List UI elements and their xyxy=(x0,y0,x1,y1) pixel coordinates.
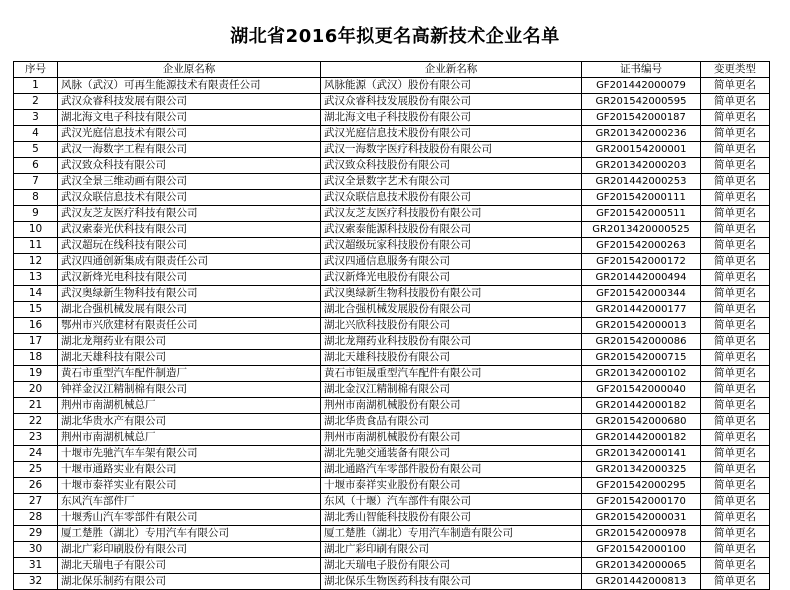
table-row xyxy=(14,110,770,126)
cell-no: 25 xyxy=(14,462,58,478)
cell-old-name: 东风汽车部件厂 xyxy=(58,494,321,510)
header-row xyxy=(14,62,770,78)
cell-old-name: 湖北天瑞电子有限公司 xyxy=(58,558,321,574)
cell-old-name: 荆州市南湖机械总厂 xyxy=(58,430,321,446)
cell-change-type: 简单更名 xyxy=(701,206,770,222)
cell-no: 23 xyxy=(14,430,58,446)
cell-old-name: 厦工楚胜（湖北）专用汽车有限公司 xyxy=(58,526,321,542)
cell-old-name: 荆州市南湖机械总厂 xyxy=(58,398,321,414)
cell-new-name: 武汉众联信息技术股份有限公司 xyxy=(321,190,582,206)
table-row xyxy=(14,174,770,190)
cell-no: 32 xyxy=(14,574,58,590)
cell-change-type: 简单更名 xyxy=(701,574,770,590)
cell-new-name: 武汉一海数字医疗科技股份有限公司 xyxy=(321,142,582,158)
cell-old-name: 十堰市先驰汽车车架有限公司 xyxy=(58,446,321,462)
cell-new-name: 湖北广彩印刷有限公司 xyxy=(321,542,582,558)
table-row xyxy=(14,510,770,526)
cell-no: 29 xyxy=(14,526,58,542)
cell-change-type: 简单更名 xyxy=(701,462,770,478)
cell-no: 27 xyxy=(14,494,58,510)
cell-new-name: 武汉新烽光电股份有限公司 xyxy=(321,270,582,286)
cell-no: 31 xyxy=(14,558,58,574)
cell-new-name: 东风（十堰）汽车部件有限公司 xyxy=(321,494,582,510)
cell-old-name: 鄂州市兴欣建材有限责任公司 xyxy=(58,318,321,334)
cell-no: 28 xyxy=(14,510,58,526)
cell-cert-no: GR201542000013 xyxy=(582,318,701,334)
cell-no: 12 xyxy=(14,254,58,270)
cell-old-name: 湖北保乐制药有限公司 xyxy=(58,574,321,590)
cell-cert-no: GF201542000172 xyxy=(582,254,701,270)
cell-no: 4 xyxy=(14,126,58,142)
table-row xyxy=(14,334,770,350)
cell-change-type: 简单更名 xyxy=(701,270,770,286)
table-row xyxy=(14,350,770,366)
cell-old-name: 武汉全景三维动画有限公司 xyxy=(58,174,321,190)
cell-no: 10 xyxy=(14,222,58,238)
table-row xyxy=(14,366,770,382)
cell-new-name: 湖北龙翔药业科技股份有限公司 xyxy=(321,334,582,350)
cell-cert-no: GR201542000680 xyxy=(582,414,701,430)
cell-new-name: 厦工楚胜（湖北）专用汽车制造有限公司 xyxy=(321,526,582,542)
cell-new-name: 湖北天雄科技股份有限公司 xyxy=(321,350,582,366)
cell-cert-no: GF201542000111 xyxy=(582,190,701,206)
cell-old-name: 武汉超玩在线科技有限公司 xyxy=(58,238,321,254)
cell-old-name: 湖北合强机械发展有限公司 xyxy=(58,302,321,318)
cell-new-name: 武汉光庭信息技术股份有限公司 xyxy=(321,126,582,142)
cell-change-type: 简单更名 xyxy=(701,494,770,510)
cell-new-name: 湖北金汉江精制棉有限公司 xyxy=(321,382,582,398)
cell-old-name: 湖北海文电子科技有限公司 xyxy=(58,110,321,126)
table-row xyxy=(14,462,770,478)
header-new-name: 企业新名称 xyxy=(321,62,582,78)
cell-change-type: 简单更名 xyxy=(701,78,770,94)
cell-cert-no: GR201542000978 xyxy=(582,526,701,542)
cell-no: 8 xyxy=(14,190,58,206)
cell-old-name: 武汉索泰光伏科技有限公司 xyxy=(58,222,321,238)
cell-old-name: 黄石市重型汽车配件制造厂 xyxy=(58,366,321,382)
cell-old-name: 湖北华贵水产有限公司 xyxy=(58,414,321,430)
cell-cert-no: GF201542000344 xyxy=(582,286,701,302)
cell-cert-no: GF201442000079 xyxy=(582,78,701,94)
cell-old-name: 武汉友芝友医疗科技有限公司 xyxy=(58,206,321,222)
cell-cert-no: GF201542000263 xyxy=(582,238,701,254)
cell-no: 1 xyxy=(14,78,58,94)
cell-change-type: 简单更名 xyxy=(701,286,770,302)
cell-new-name: 荆州市南湖机械股份有限公司 xyxy=(321,430,582,446)
table-row xyxy=(14,494,770,510)
cell-change-type: 简单更名 xyxy=(701,430,770,446)
cell-cert-no: GR2013420000525 xyxy=(582,222,701,238)
cell-cert-no: GR201442000182 xyxy=(582,398,701,414)
cell-change-type: 简单更名 xyxy=(701,158,770,174)
cell-no: 26 xyxy=(14,478,58,494)
cell-old-name: 湖北天雄科技有限公司 xyxy=(58,350,321,366)
cell-new-name: 风脉能源（武汉）股份有限公司 xyxy=(321,78,582,94)
cell-no: 7 xyxy=(14,174,58,190)
cell-change-type: 简单更名 xyxy=(701,398,770,414)
cell-new-name: 武汉友芝友医疗科技股份有限公司 xyxy=(321,206,582,222)
cell-cert-no: GR201342000236 xyxy=(582,126,701,142)
cell-change-type: 简单更名 xyxy=(701,190,770,206)
cell-no: 11 xyxy=(14,238,58,254)
table-row xyxy=(14,542,770,558)
cell-old-name: 十堰市泰祥实业有限公司 xyxy=(58,478,321,494)
cell-no: 30 xyxy=(14,542,58,558)
cell-cert-no: GR201342000325 xyxy=(582,462,701,478)
table-row xyxy=(14,270,770,286)
cell-new-name: 湖北海文电子科技股份有限公司 xyxy=(321,110,582,126)
cell-change-type: 简单更名 xyxy=(701,366,770,382)
cell-new-name: 湖北保乐生物医药科技有限公司 xyxy=(321,574,582,590)
cell-cert-no: GR201342000203 xyxy=(582,158,701,174)
cell-cert-no: GF201542000511 xyxy=(582,206,701,222)
table-row xyxy=(14,414,770,430)
cell-change-type: 简单更名 xyxy=(701,238,770,254)
cell-no: 22 xyxy=(14,414,58,430)
cell-change-type: 简单更名 xyxy=(701,302,770,318)
cell-cert-no: GF201542000295 xyxy=(582,478,701,494)
cell-cert-no: GF201542000040 xyxy=(582,382,701,398)
table-row xyxy=(14,302,770,318)
cell-no: 24 xyxy=(14,446,58,462)
table-row xyxy=(14,446,770,462)
cell-change-type: 简单更名 xyxy=(701,526,770,542)
table-row xyxy=(14,318,770,334)
table-row xyxy=(14,398,770,414)
cell-cert-no: GR201542000595 xyxy=(582,94,701,110)
cell-cert-no: GR200154200001 xyxy=(582,142,701,158)
table-row xyxy=(14,478,770,494)
cell-change-type: 简单更名 xyxy=(701,414,770,430)
table-row xyxy=(14,558,770,574)
cell-change-type: 简单更名 xyxy=(701,94,770,110)
cell-no: 6 xyxy=(14,158,58,174)
cell-new-name: 武汉四通信息服务有限公司 xyxy=(321,254,582,270)
cell-change-type: 简单更名 xyxy=(701,382,770,398)
cell-no: 19 xyxy=(14,366,58,382)
cell-new-name: 武汉索泰能源科技股份有限公司 xyxy=(321,222,582,238)
cell-new-name: 武汉全景数字艺术有限公司 xyxy=(321,174,582,190)
cell-no: 14 xyxy=(14,286,58,302)
table-row xyxy=(14,238,770,254)
table-row xyxy=(14,382,770,398)
cell-no: 13 xyxy=(14,270,58,286)
cell-old-name: 武汉一海数字工程有限公司 xyxy=(58,142,321,158)
cell-no: 16 xyxy=(14,318,58,334)
header-cert-no: 证书编号 xyxy=(582,62,701,78)
cell-old-name: 武汉致众科技有限公司 xyxy=(58,158,321,174)
cell-change-type: 简单更名 xyxy=(701,558,770,574)
cell-cert-no: GR201342000102 xyxy=(582,366,701,382)
cell-change-type: 简单更名 xyxy=(701,334,770,350)
cell-change-type: 简单更名 xyxy=(701,510,770,526)
cell-old-name: 十堰市通路实业有限公司 xyxy=(58,462,321,478)
cell-new-name: 湖北合强机械发展股份有限公司 xyxy=(321,302,582,318)
cell-no: 15 xyxy=(14,302,58,318)
cell-old-name: 武汉光庭信息技术有限公司 xyxy=(58,126,321,142)
cell-new-name: 湖北秀山智能科技股份有限公司 xyxy=(321,510,582,526)
table-row xyxy=(14,430,770,446)
cell-old-name: 武汉众联信息技术有限公司 xyxy=(58,190,321,206)
cell-cert-no: GR201442000253 xyxy=(582,174,701,190)
cell-change-type: 简单更名 xyxy=(701,542,770,558)
cell-no: 18 xyxy=(14,350,58,366)
table-row xyxy=(14,126,770,142)
header-change-type: 变更类型 xyxy=(701,62,770,78)
cell-new-name: 湖北华贵食品有限公司 xyxy=(321,414,582,430)
cell-cert-no: GF201542000170 xyxy=(582,494,701,510)
header-no: 序号 xyxy=(14,62,58,78)
cell-cert-no: GR201342000065 xyxy=(582,558,701,574)
cell-change-type: 简单更名 xyxy=(701,254,770,270)
cell-new-name: 荆州市南湖机械股份有限公司 xyxy=(321,398,582,414)
table-header xyxy=(14,62,770,78)
table-row xyxy=(14,286,770,302)
cell-change-type: 简单更名 xyxy=(701,110,770,126)
cell-new-name: 湖北通路汽车零部件股份有限公司 xyxy=(321,462,582,478)
cell-cert-no: GR201542000715 xyxy=(582,350,701,366)
cell-change-type: 简单更名 xyxy=(701,222,770,238)
cell-cert-no: GR201442000177 xyxy=(582,302,701,318)
cell-cert-no: GR201542000031 xyxy=(582,510,701,526)
cell-change-type: 简单更名 xyxy=(701,126,770,142)
cell-new-name: 武汉致众科技股份有限公司 xyxy=(321,158,582,174)
cell-new-name: 湖北兴欣科技股份有限公司 xyxy=(321,318,582,334)
cell-cert-no: GF201542000187 xyxy=(582,110,701,126)
cell-change-type: 简单更名 xyxy=(701,350,770,366)
cell-change-type: 简单更名 xyxy=(701,174,770,190)
cell-new-name: 湖北先驰交通装备有限公司 xyxy=(321,446,582,462)
cell-cert-no: GF201542000100 xyxy=(582,542,701,558)
company-rename-table xyxy=(13,61,770,590)
cell-old-name: 风脉（武汉）可再生能源技术有限责任公司 xyxy=(58,78,321,94)
cell-old-name: 武汉新烽光电科技有限公司 xyxy=(58,270,321,286)
table-body xyxy=(14,78,770,590)
cell-new-name: 武汉众睿科技发展股份有限公司 xyxy=(321,94,582,110)
cell-old-name: 湖北广彩印刷股份有限公司 xyxy=(58,542,321,558)
cell-old-name: 湖北龙翔药业有限公司 xyxy=(58,334,321,350)
cell-new-name: 十堰市泰祥实业股份有限公司 xyxy=(321,478,582,494)
cell-new-name: 湖北天瑞电子股份有限公司 xyxy=(321,558,582,574)
table-row xyxy=(14,526,770,542)
cell-no: 5 xyxy=(14,142,58,158)
table-row xyxy=(14,222,770,238)
cell-no: 9 xyxy=(14,206,58,222)
table-row xyxy=(14,206,770,222)
cell-old-name: 武汉四通创新集成有限责任公司 xyxy=(58,254,321,270)
table-row xyxy=(14,254,770,270)
header-old-name: 企业原名称 xyxy=(58,62,321,78)
cell-no: 20 xyxy=(14,382,58,398)
cell-new-name: 武汉奥绿新生物科技股份有限公司 xyxy=(321,286,582,302)
cell-old-name: 十堰秀山汽车零部件有限公司 xyxy=(58,510,321,526)
cell-cert-no: GR201442000182 xyxy=(582,430,701,446)
table-row xyxy=(14,158,770,174)
cell-cert-no: GR201542000086 xyxy=(582,334,701,350)
cell-new-name: 武汉超级玩家科技股份有限公司 xyxy=(321,238,582,254)
cell-change-type: 简单更名 xyxy=(701,478,770,494)
table-row xyxy=(14,78,770,94)
cell-old-name: 钟祥金汉江精制棉有限公司 xyxy=(58,382,321,398)
cell-old-name: 武汉奥绿新生物科技有限公司 xyxy=(58,286,321,302)
cell-cert-no: GR201442000494 xyxy=(582,270,701,286)
page-title: 湖北省2016年拟更名高新技术企业名单 xyxy=(230,26,560,47)
table-row xyxy=(14,190,770,206)
cell-no: 2 xyxy=(14,94,58,110)
cell-new-name: 黄石市钜晟重型汽车配件有限公司 xyxy=(321,366,582,382)
cell-old-name: 武汉众睿科技发展有限公司 xyxy=(58,94,321,110)
cell-no: 17 xyxy=(14,334,58,350)
cell-change-type: 简单更名 xyxy=(701,318,770,334)
table-row xyxy=(14,574,770,590)
cell-cert-no: GR201442000813 xyxy=(582,574,701,590)
cell-cert-no: GR201342000141 xyxy=(582,446,701,462)
cell-change-type: 简单更名 xyxy=(701,446,770,462)
cell-no: 21 xyxy=(14,398,58,414)
cell-change-type: 简单更名 xyxy=(701,142,770,158)
table-row xyxy=(14,142,770,158)
cell-no: 3 xyxy=(14,110,58,126)
table-row xyxy=(14,94,770,110)
